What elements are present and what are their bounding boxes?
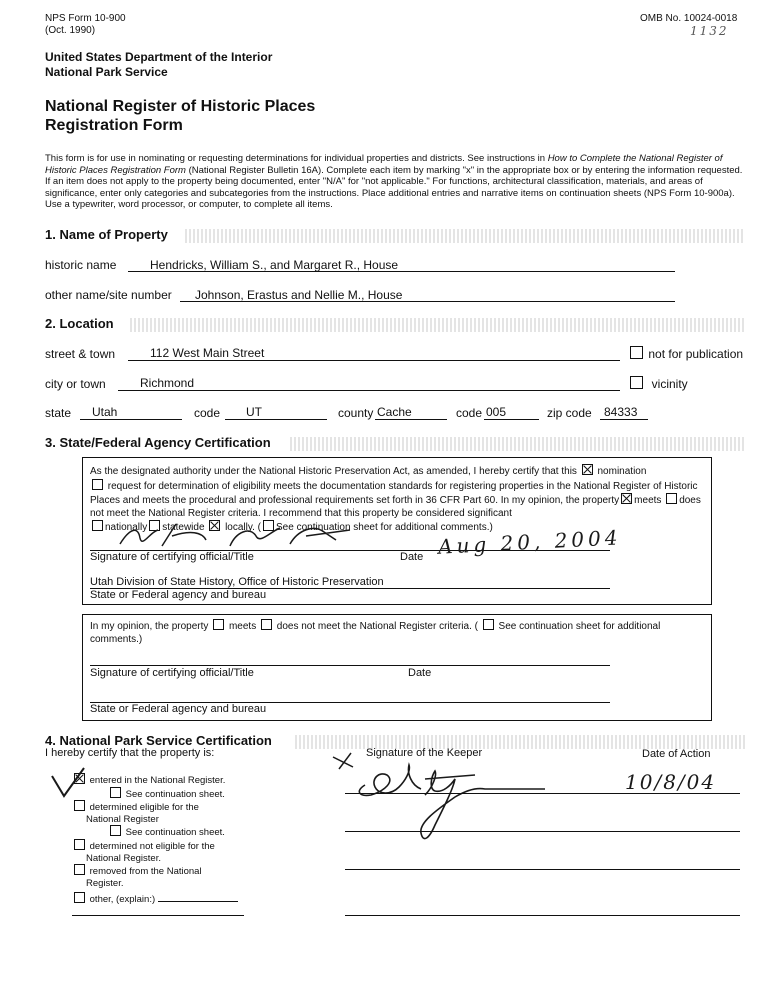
signature-label-2: Signature of certifying official/Title: [90, 667, 254, 679]
intro-paragraph: This form is for use in nominating or requesting determinations for individual properties and districts. See instructions in How to Complete the National Register of Historic Places Registration Form (National Register Bulletin 16A). Complete each item by marking "x" in the appropriate box or by entering the information requested. If an item does not apply to the property being documented, enter "N/A" for "not applicable." For functions, architectural classification, materials, and areas of significance, enter only categories and subcategories from the instructions. Place additional entries and narrative items on continuation sheets (NPS Form 10-900a). Use a typewriter, word processor, or computer, to complete all items.: [45, 153, 743, 211]
does-not-meet-checkbox[interactable]: [666, 493, 677, 504]
opinion-not-meet-checkbox[interactable]: [261, 619, 272, 630]
other-explain-line: [72, 915, 244, 916]
not-for-publication-checkbox[interactable]: [630, 346, 643, 359]
section-shading: [290, 437, 745, 451]
agency-label-2: State or Federal agency and bureau: [90, 703, 267, 715]
vicinity[interactable]: vicinity: [628, 376, 688, 391]
see-continuation-checkbox-2[interactable]: [110, 825, 121, 836]
county-value[interactable]: Cache: [377, 405, 412, 419]
keeper-line-3: [345, 869, 740, 870]
historic-name-label: historic name: [45, 258, 117, 272]
section-shading: [130, 318, 745, 332]
signature-line-2: [90, 665, 610, 666]
historic-name-value[interactable]: Hendricks, William S., and Margaret R., House: [150, 258, 399, 272]
entered-option[interactable]: entered in the National Register.: [72, 773, 272, 787]
street-line: [128, 360, 620, 361]
agency-value[interactable]: Utah Division of State History, Office of Historic Preservation: [90, 576, 384, 588]
county-code-label: code: [456, 406, 483, 420]
check-mark: [48, 762, 88, 802]
omb-number: OMB No. 10024-0018: [640, 13, 738, 24]
other-name-label: other name/site number: [45, 288, 172, 302]
section-4-heading: 4. National Park Service Certification: [45, 733, 272, 748]
other-line: [158, 901, 238, 902]
zip-line: [600, 419, 648, 420]
department: United States Department of the Interior: [45, 50, 273, 64]
state-code-value[interactable]: UT: [246, 405, 262, 419]
keeper-options: entered in the National Register. See continuation sheet. determined eligible for the National Register See continuation sheet. determined not eligible for the National Register. removed from the National Register. other, (explain:): [72, 773, 272, 906]
keeper-line-4: [345, 915, 740, 916]
county-code-value[interactable]: 005: [486, 405, 507, 419]
section-3-heading: 3. State/Federal Agency Certification: [45, 435, 271, 450]
state-label: state: [45, 406, 72, 420]
other-name-value[interactable]: Johnson, Erastus and Nellie M., House: [195, 288, 403, 302]
county-line: [375, 419, 447, 420]
nationally-checkbox[interactable]: [92, 520, 103, 531]
other-checkbox[interactable]: [74, 892, 85, 903]
removed-line2: Register.: [86, 877, 124, 889]
city-line: [118, 390, 620, 391]
vicinity-checkbox[interactable]: [630, 376, 643, 389]
opinion-continuation-checkbox[interactable]: [483, 619, 494, 630]
meets-checkbox[interactable]: [621, 493, 632, 504]
keeper-line-2: [345, 831, 740, 832]
certifying-signature: [110, 518, 370, 554]
form-date: (Oct. 1990): [45, 25, 96, 36]
eligible-line2: National Register: [86, 813, 159, 825]
not-for-publication[interactable]: not for publication: [628, 346, 743, 361]
section-2-heading: 2. Location: [45, 316, 114, 331]
not-eligible-checkbox[interactable]: [74, 839, 85, 850]
date-label: Date: [400, 551, 424, 563]
date-label-2: Date: [408, 667, 432, 679]
opinion-meets-checkbox[interactable]: [213, 619, 224, 630]
state-line: [80, 419, 182, 420]
service: National Park Service: [45, 65, 168, 79]
agency-label: State or Federal agency and bureau: [90, 589, 267, 601]
date-of-action-label: Date of Action: [642, 748, 711, 760]
state-code-line: [225, 419, 327, 420]
date-of-action-value: 10/8/04: [625, 770, 717, 794]
determination-checkbox[interactable]: [92, 479, 103, 490]
removed-checkbox[interactable]: [74, 864, 85, 875]
zip-label: zip code: [547, 406, 592, 420]
county-code-line: [484, 419, 539, 420]
not-eligible-line2: National Register.: [86, 852, 161, 864]
keeper-label: Signature of the Keeper: [366, 747, 483, 759]
opinion-text: In my opinion, the property meets does not meet the National Register criteria. ( See continuation sheet for additional comments.): [90, 621, 661, 645]
form-title-line2: Registration Form: [45, 117, 183, 134]
certify-line: I hereby certify that the property is:: [45, 747, 215, 759]
zip-value[interactable]: 84333: [604, 405, 638, 419]
section-1-heading: 1. Name of Property: [45, 227, 168, 242]
keeper-signature: [325, 745, 575, 850]
city-label: city or town: [45, 377, 106, 391]
nomination-checkbox[interactable]: [582, 464, 593, 475]
signature-label: Signature of certifying official/Title: [90, 551, 254, 563]
signature-date: Aug 20, 2004: [437, 525, 623, 559]
state-value[interactable]: Utah: [92, 405, 118, 419]
state-code-label: code: [194, 406, 221, 420]
omb-annotation: 1132: [690, 24, 729, 38]
county-label: county: [338, 406, 374, 420]
city-value[interactable]: Richmond: [140, 376, 195, 390]
see-continuation-checkbox-1[interactable]: [110, 787, 121, 798]
section-shading: [185, 229, 745, 243]
form-number: NPS Form 10-900: [45, 13, 126, 24]
street-value[interactable]: 112 West Main Street: [150, 346, 265, 360]
form-title-line1: National Register of Historic Places: [45, 98, 316, 115]
certification-text: As the designated authority under the National Historic Preservation Act, as amended, I hereby certify that this nomination request for determination of eligibility meets the documentation standards for registering properties in the National Register of Historic Places and meets the procedural and professional requirements set forth in 36 CFR Part 60. In my opinion, the property meets does not meet the National Register criteria. I recommend that this property be considered significant nationally statewide locally. ( See continuation sheet for additional comments.): [90, 466, 701, 533]
street-label: street & town: [45, 347, 116, 361]
